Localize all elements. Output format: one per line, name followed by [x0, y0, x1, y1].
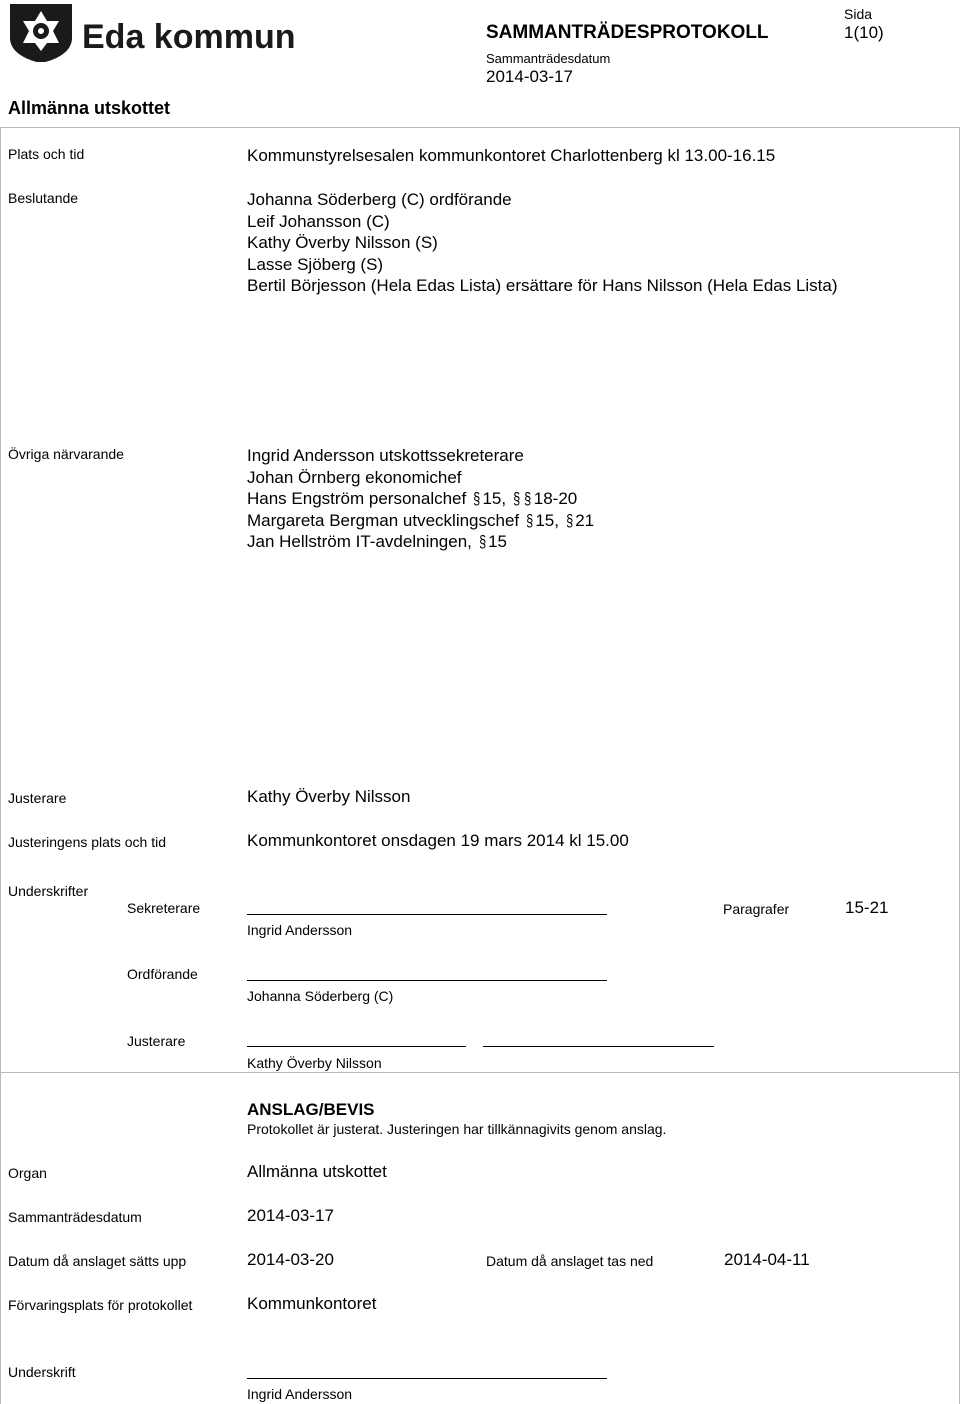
secretary-signature-line	[247, 914, 607, 915]
organ-label: Organ	[8, 1165, 47, 1181]
notice-title: ANSLAG/BEVIS	[247, 1100, 375, 1119]
paragraphs-value: 15-21	[845, 898, 889, 917]
posted-value: 2014-03-20	[247, 1250, 334, 1269]
adjust-place-value: Kommunkontoret onsdagen 19 mars 2014 kl 15.00	[247, 831, 629, 850]
storage-label: Förvaringsplats för protokollet	[8, 1297, 193, 1313]
left-border	[0, 127, 1, 1404]
notice-signature-name: Ingrid Andersson	[247, 1386, 353, 1402]
adjuster-label: Justerare	[8, 790, 67, 806]
list-item: Bertil Börjesson (Hela Edas Lista) ersättare för Hans Nilsson (Hela Edas Lista)	[247, 276, 838, 295]
paragraph-sign: §	[565, 510, 574, 530]
coat-of-arms-icon	[6, 2, 306, 62]
storage-value: Kommunkontoret	[247, 1294, 377, 1313]
signatures-label: Underskrifter	[8, 883, 89, 899]
document-type: SAMMANTRÄDESPROTOKOLL	[486, 22, 769, 43]
page-label: Sida	[844, 6, 873, 22]
chair-label: Ordförande	[127, 966, 198, 982]
secretary-label: Sekreterare	[127, 900, 201, 916]
removed-value: 2014-04-11	[724, 1250, 810, 1269]
paragraph-sign: §	[512, 489, 521, 508]
list-item: Johan Örnberg ekonomichef	[247, 467, 462, 487]
paragraph-sign: §	[473, 489, 481, 508]
list-item: Johanna Söderberg (C) ordförande	[247, 190, 512, 209]
secretary-name: Ingrid Andersson	[247, 922, 353, 938]
chair-signature-line	[247, 980, 607, 981]
notice-signature-line	[247, 1378, 607, 1379]
list-item: Margareta Bergman utvecklingschef § 15, § 21	[247, 510, 595, 530]
list-item: Leif Johansson (C)	[247, 211, 390, 231]
adjuster-name: Kathy Överby Nilsson	[247, 1055, 382, 1071]
place-value: Kommunstyrelsesalen kommunkontoret Charlottenberg kl 13.00-16.15	[247, 146, 776, 165]
deciding-label: Beslutande	[8, 190, 79, 206]
meeting-date: 2014-03-17	[486, 67, 573, 86]
committee-title: Allmänna utskottet	[8, 98, 171, 118]
chair-name: Johanna Söderberg (C)	[247, 988, 394, 1004]
posted-label: Datum då anslaget sätts upp	[8, 1253, 187, 1269]
adjuster-signature-line	[247, 1046, 466, 1047]
signature-label: Underskrift	[8, 1364, 76, 1380]
notice-date-value: 2014-03-17	[247, 1206, 334, 1225]
list-item: Ingrid Andersson utskottssekreterare	[247, 446, 524, 465]
adjust-place-label: Justeringens plats och tid	[8, 834, 166, 850]
notice-date-label: Sammanträdesdatum	[8, 1209, 142, 1225]
list-item: Hans Engström personalchef § 15, § § 18-20	[247, 489, 578, 508]
paragraph-sign: §	[526, 510, 534, 530]
logo-wordmark: Eda kommun	[82, 18, 296, 56]
eda-kommun-logo	[6, 2, 306, 62]
deciding-list	[247, 189, 838, 297]
paragraph-sign: §	[478, 532, 486, 551]
place-label: Plats och tid	[8, 146, 85, 162]
paragraphs-label: Paragrafer	[723, 901, 790, 917]
list-item: Kathy Överby Nilsson (S)	[247, 233, 438, 252]
notice-text: Protokollet är justerat. Justeringen har tillkännagivits genom anslag.	[247, 1121, 667, 1137]
adjuster-value: Kathy Överby Nilsson	[247, 787, 411, 806]
list-item: Lasse Sjöberg (S)	[247, 254, 384, 274]
removed-label: Datum då anslaget tas ned	[486, 1253, 654, 1269]
organ-value: Allmänna utskottet	[247, 1162, 387, 1181]
others-label: Övriga närvarande	[8, 446, 124, 462]
others-list	[247, 445, 594, 553]
section-divider	[0, 1072, 960, 1073]
meeting-date-label: Sammanträdesdatum	[486, 51, 611, 66]
adjuster-sign-label: Justerare	[127, 1033, 186, 1049]
list-item: Jan Hellström IT-avdelningen, § 15	[247, 532, 508, 551]
adjuster-signature-line-2	[483, 1046, 714, 1047]
paragraph-sign: §	[524, 489, 532, 508]
header-divider	[0, 127, 960, 128]
page-number: 1(10)	[844, 23, 884, 42]
